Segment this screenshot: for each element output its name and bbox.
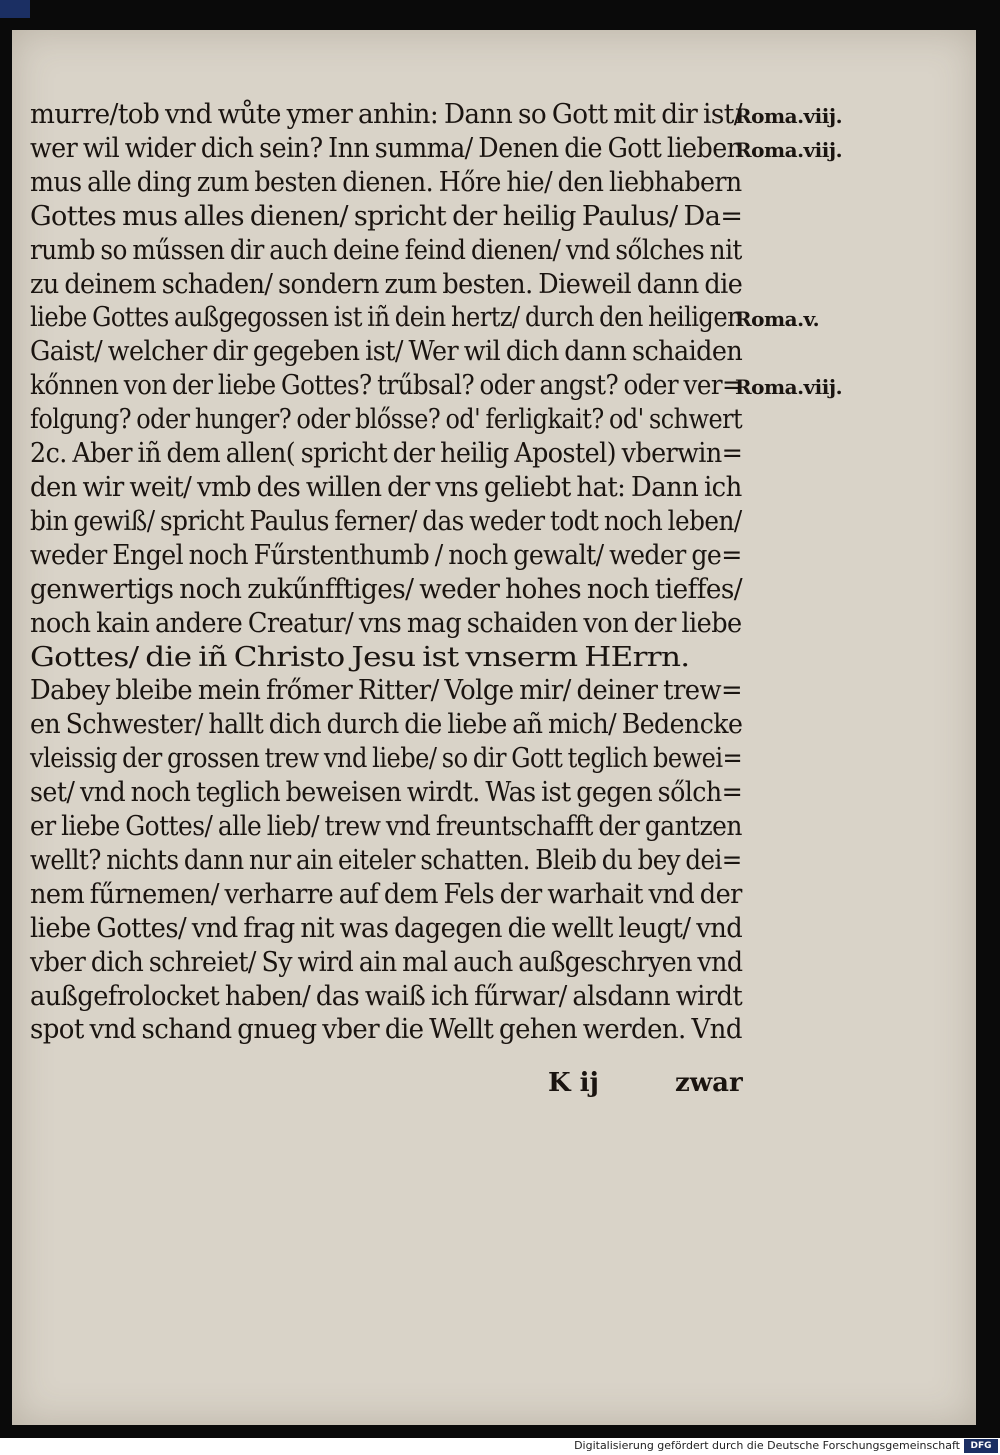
text-line: genwertigs noch zukűnfftiges/ weder hohes noch tieffes/ bbox=[30, 573, 743, 605]
text-line: Gaist/ welcher dir gegeben ist/ Wer wil dich dann schaiden bbox=[30, 336, 743, 368]
text-line: zu deinem schaden/ sondern zum besten. Dieweil dann die bbox=[30, 268, 743, 300]
text-line: bin gewiß/ spricht Paulus ferner/ das weder todt noch leben/ bbox=[30, 505, 742, 537]
text-line: noch kain andere Creatur/ vns mag schaiden von der liebe bbox=[30, 607, 742, 639]
text-line: wer wil wider dich sein? Inn summa/ Denen die Gott lieben bbox=[30, 132, 743, 164]
text-line: weder Engel noch Fűrstenthumb / noch gewalt/ weder ge= bbox=[30, 539, 742, 571]
text-line: spot vnd schand gnueg vber die Wellt gehen werden. Vnd bbox=[30, 1014, 742, 1046]
catchword: zwar bbox=[675, 1068, 743, 1098]
text-line: Gottes mus alles dienen/ spricht der heilig Paulus/ Da= bbox=[30, 200, 743, 232]
margin-note: Roma.v. bbox=[735, 307, 820, 332]
text-line: murre/tob vnd wůte ymer anhin: Dann so Gott mit dir ist/ bbox=[30, 99, 742, 130]
text-line: 2c. Aber iñ dem allen( spricht der heilig Apostel) vberwin= bbox=[30, 438, 743, 470]
text-line: liebe Gottes/ vnd frag nit was dagegen die wellt leugt/ vnd bbox=[30, 912, 743, 944]
funding-credit: Digitalisierung gefördert durch die Deutsche Forschungsgemeinschaft bbox=[574, 1439, 960, 1452]
margin-note: Roma.viij. bbox=[735, 104, 843, 128]
text-line: Gottes/ die iñ Christo Jesu ist vnserm HErrn. bbox=[30, 641, 690, 673]
text-line: kőnnen von der liebe Gottes? trűbsal? oder angst? oder ver= bbox=[30, 370, 743, 402]
margin-note: Roma.viij. bbox=[735, 375, 843, 400]
text-line: vleissig der grossen trew vnd liebe/ so dir Gott teglich bewei= bbox=[30, 743, 743, 775]
text-line: er liebe Gottes/ alle lieb/ trew vnd freuntschafft der gantzen bbox=[30, 811, 742, 843]
text-line: set/ vnd noch teglich beweisen wirdt. Was ist gegen sőlch= bbox=[30, 777, 743, 809]
footer-bar bbox=[0, 1438, 1000, 1455]
margin-note: Roma.viij. bbox=[735, 137, 843, 162]
main-text-block bbox=[30, 98, 750, 1047]
text-line: vber dich schreiet/ Sy wird ain mal auch außgeschryen vnd bbox=[30, 946, 743, 978]
color-calibration-mark bbox=[0, 0, 30, 18]
text-line: en Schwester/ hallt dich durch die liebe añ mich/ Bedencke bbox=[30, 709, 743, 741]
text-line: außgefrolocket haben/ das waiß ich fűrwar/ alsdann wirdt bbox=[30, 980, 743, 1012]
text-line: mus alle ding zum besten dienen. Hőre hie/ den liebhabern bbox=[30, 166, 742, 198]
text-line: wellt? nichts dann nur ain eiteler schatten. Bleib du bey dei= bbox=[30, 844, 742, 876]
text-line: Dabey bleibe mein frőmer Ritter/ Volge mir/ deiner trew= bbox=[30, 675, 743, 707]
text-line: folgung? oder hunger? oder blősse? od' ferligkait? od' schwert bbox=[30, 404, 743, 436]
text-line: rumb so műssen dir auch deine feind dienen/ vnd sőlches nit bbox=[30, 234, 742, 266]
text-line: nem fűrnemen/ verharre auf dem Fels der warhait vnd der bbox=[30, 878, 742, 910]
text-line: den wir weit/ vmb des willen der vns geliebt hat: Dann ich bbox=[30, 471, 742, 503]
text-line: liebe Gottes außgegossen ist iñ dein hertz/ durch den heiligen bbox=[30, 302, 743, 334]
signature-mark: K ij bbox=[548, 1068, 599, 1098]
dfg-logo: DFG bbox=[964, 1439, 998, 1453]
